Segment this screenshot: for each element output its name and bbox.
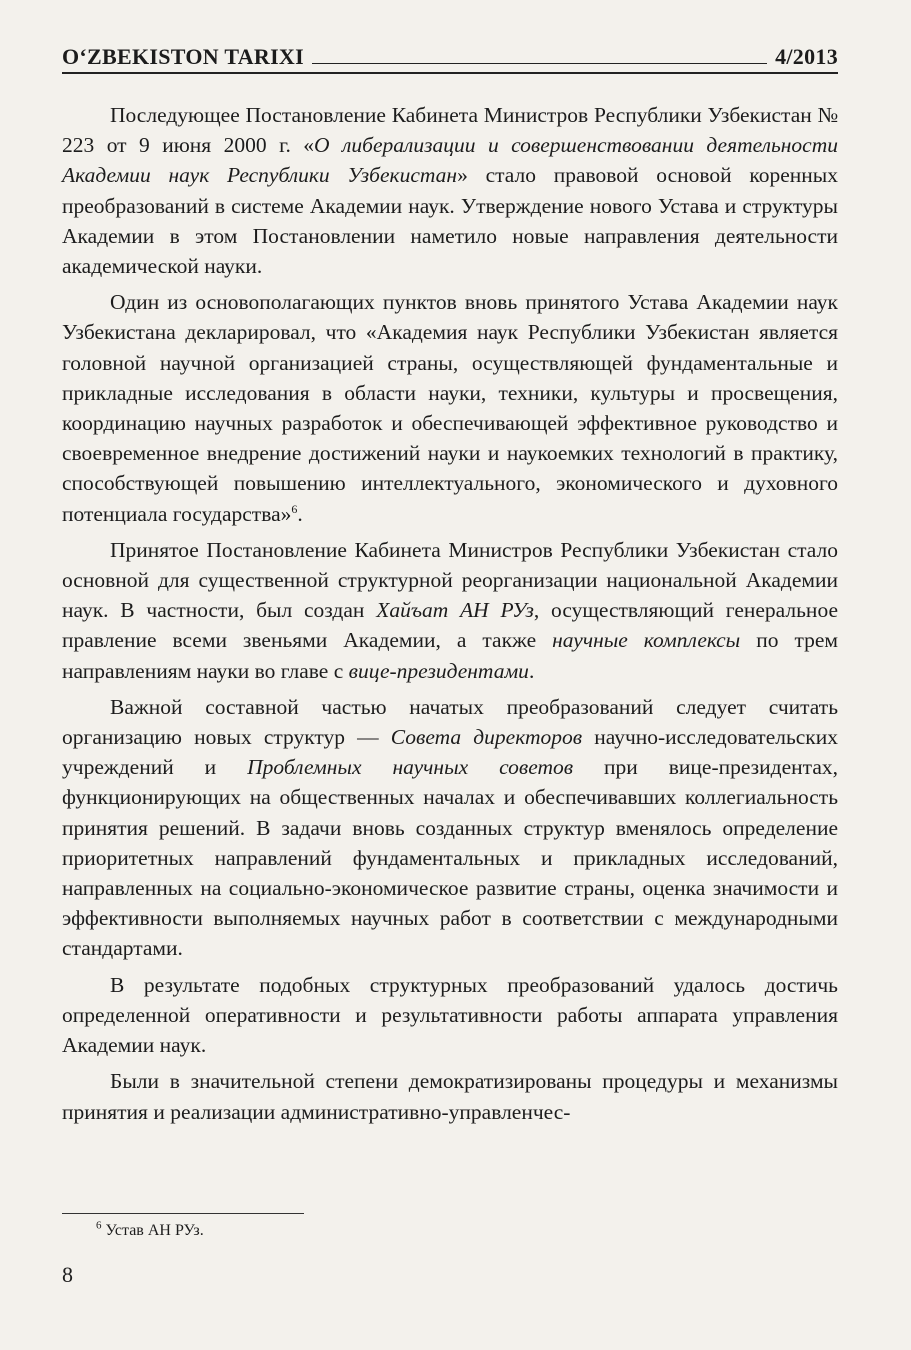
text-run: » стало правовой основой коренных преобразований в системе Академии наук. Утверждение нового Устава и структуры Академии в этом Постановлении наметило новые направления деятельности академической науки.	[62, 163, 838, 279]
paragraph	[62, 100, 838, 281]
footnote-text: Устав АН РУз.	[101, 1222, 204, 1239]
text-run: , осуществляющий генеральное правление всеми звеньями Академии, а также	[62, 598, 838, 653]
article-body	[62, 100, 838, 1133]
italic-text: научные комплексы	[552, 628, 741, 653]
text-run: Важной составной частью начатых преобразований следует считать организацию новых структур —	[62, 694, 838, 750]
journal-title: O‘ZBEKISTON TARIXI	[62, 44, 304, 69]
paragraph	[62, 692, 838, 964]
paragraph	[62, 1066, 838, 1126]
text-run: при вице-президентах, функционирующих на общественных началах и обеспечивавших коллегиальность принятия решений. В задачи вновь созданных структур вменялось определение приоритетных направлений фундаментальных и прикладных исследований, направленных на социально-экономическое развитие страны, оценка значимости и эффективности выполняемых научных работ в соответствии с международными стандартами.	[62, 755, 838, 961]
footnote-marker: 6	[96, 1219, 102, 1232]
text-run: Последующее Постановление Кабинета Министров Республики Узбекистан № 223 от 9 июня 2000 г. «	[62, 103, 838, 158]
text-run: Были в значительной степени демократизированы процедуры и механизмы принятия и реализации административно-управленчес-	[62, 1069, 838, 1124]
italic-text: Проблемных научных советов	[247, 755, 574, 780]
page-number: 8	[62, 1262, 73, 1287]
text-run: научно-исследовательских учреждений и	[62, 725, 839, 780]
paragraph	[62, 287, 838, 529]
italic-text: Хайъат АН РУз	[376, 598, 534, 623]
issue-number: 4/2013	[775, 44, 838, 69]
text-run: Принятое Постановление Кабинета Министров Республики Узбекистан стало основной для существенной структурной реорганизации национальной Академии наук. В частности, был создан	[62, 537, 838, 623]
text-run: Один из основополагающих пунктов вновь принятого Устава Академии наук Узбекистана декларировал, что «Академия наук Республики Узбекистан является головной научной организацией страны, осуществляющей фундаментальные и прикладные исследования в области науки, техники, культуры и просвещения, координацию научных разработок и обеспечивающей эффективное руководство и своевременное внедрение достижений науки и наукоемких технологий в практику, способствующей повышению интеллектуального, экономического и духовного потенциала государства»	[62, 290, 838, 526]
footnote-reference: 6	[291, 501, 298, 516]
italic-text: О либерализации и совершенствовании деятельности Академии наук Республики Узбекистан	[62, 133, 839, 188]
italic-text: вице-президентами	[348, 658, 529, 683]
text-run: .	[528, 658, 535, 683]
text-run: .	[297, 501, 303, 526]
paragraph	[62, 535, 838, 686]
italic-text: Совета директоров	[390, 725, 583, 750]
text-run: В результате подобных структурных преобразований удалось достичь определенной оперативности и результативности работы аппарата управления Академии наук.	[62, 972, 838, 1058]
text-run: по трем направлениям науки во главе с	[62, 628, 838, 683]
header-divider	[62, 72, 838, 74]
footnote-divider	[62, 1213, 304, 1214]
footnote	[96, 1219, 204, 1240]
paragraph	[62, 970, 838, 1061]
header-rule	[312, 63, 767, 64]
running-header	[62, 40, 838, 70]
